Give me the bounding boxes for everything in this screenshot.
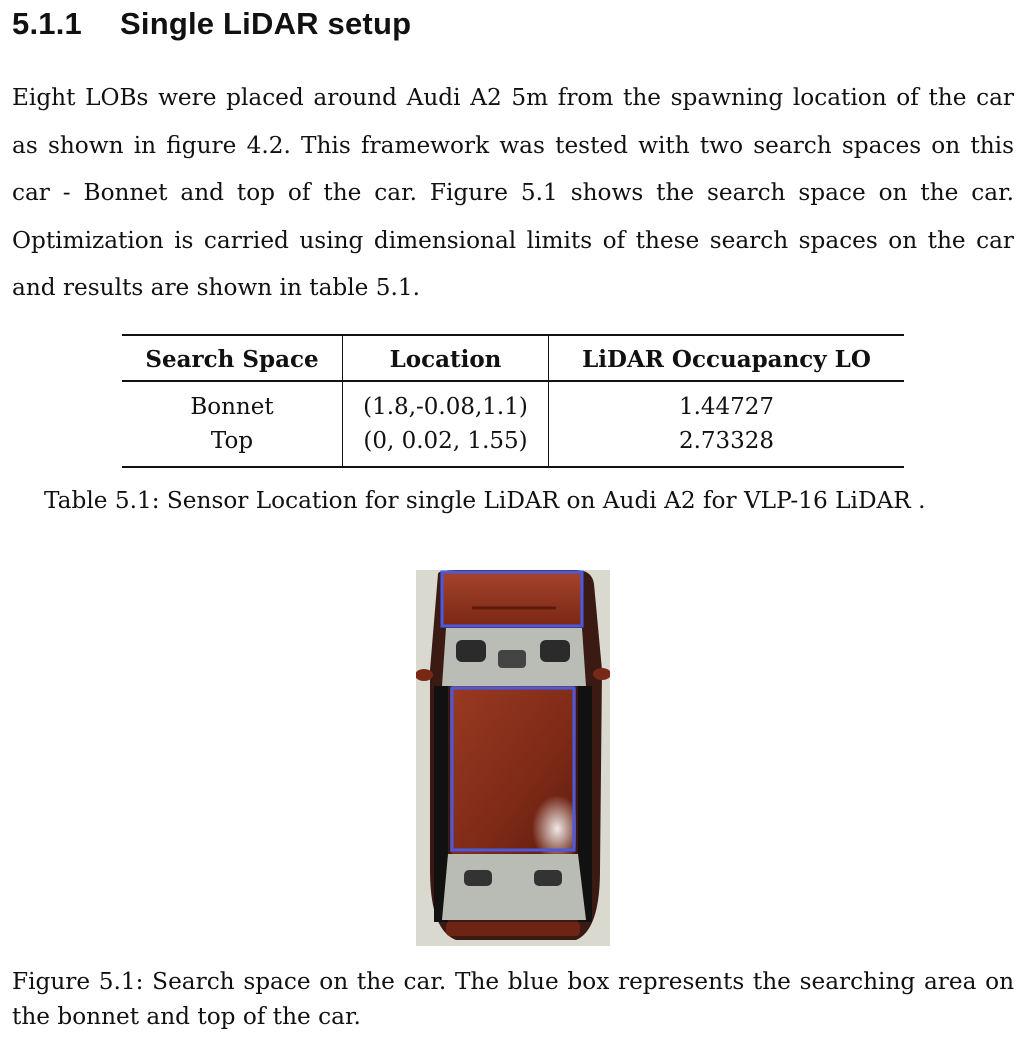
table-header-search-space: Search Space: [122, 335, 343, 381]
figure-caption: Figure 5.1: Search space on the car. The blue box represents the searching area on the bonnet and top of the car.: [12, 968, 1014, 1030]
table-row: [122, 381, 904, 424]
car-top-view-figure: [416, 570, 610, 946]
table-header-occupancy: LiDAR Occuapancy LO: [549, 335, 905, 381]
table-header-location: Location: [343, 335, 549, 381]
table-row: [122, 424, 904, 467]
table-header-row: [122, 335, 904, 381]
section-title: Single LiDAR setup: [120, 6, 412, 41]
table-cell: (0, 0.02, 1.55): [343, 424, 549, 467]
section-heading: [12, 6, 411, 42]
table-caption: Table 5.1: Sensor Location for single LiDAR on Audi A2 for VLP-16 LiDAR .: [44, 487, 926, 514]
results-table: [122, 334, 904, 468]
bonnet-panel: [442, 572, 582, 626]
table-cell: 1.44727: [678, 394, 775, 420]
table-cell: Top: [122, 424, 343, 467]
table-cell: (1.8,-0.08,1.1): [343, 381, 549, 424]
table-cell: 2.73328: [549, 424, 905, 467]
table-cell: Bonnet: [190, 394, 274, 420]
section-number: 5.1.1: [12, 6, 82, 41]
rear-window-area: [442, 854, 586, 920]
body-paragraph: Eight LOBs were placed around Audi A2 5m from the spawning location of the car as shown in figure 4.2. This framework was tested with two search spaces on this car - Bonnet and top of the car. Figure 5.1 shows the search space on the car. Optimization is carried using dimensional limits of these search spaces on the car and results are shown in table 5.1.: [12, 84, 1014, 301]
